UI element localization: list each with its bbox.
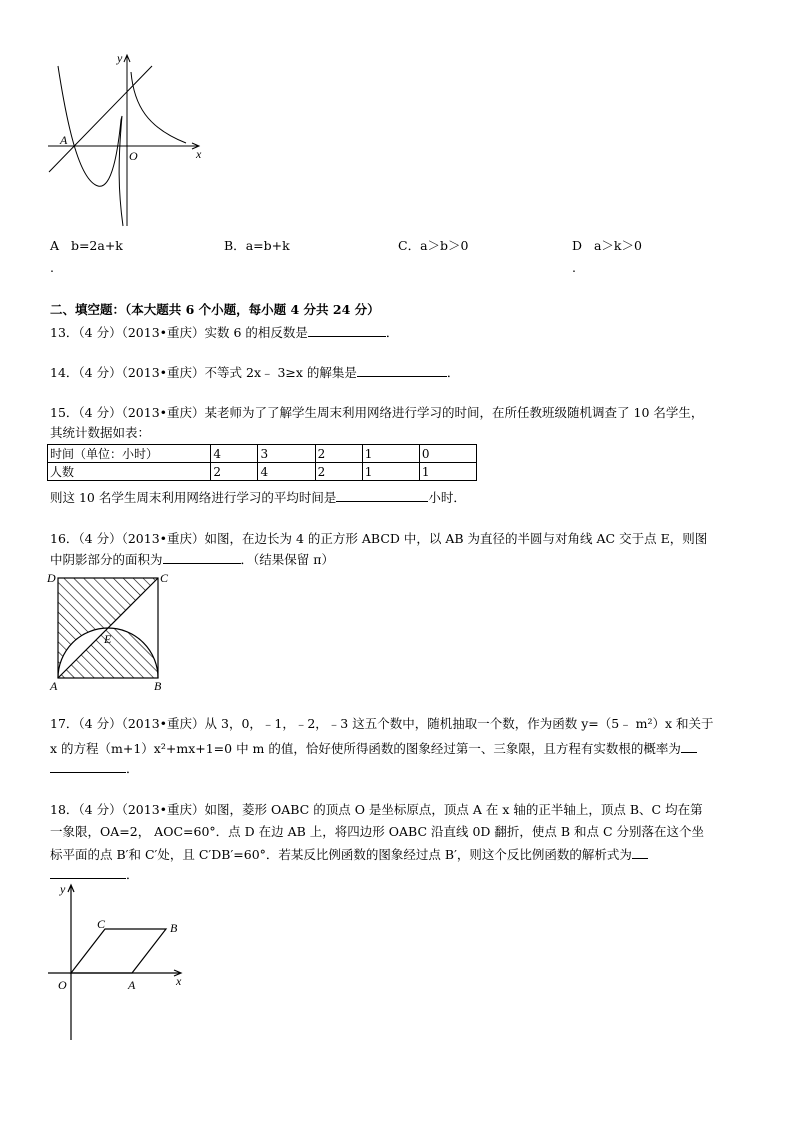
option-letter: A [50,238,60,253]
table-cell: 2 [315,445,362,463]
question-text: 则这 10 名学生周末利用网络进行学习的平均时间是 [50,490,337,505]
answer-blank[interactable] [163,551,241,564]
option-c[interactable] [398,238,469,254]
point-b-label: B [154,679,162,692]
rhombus-oabc [71,929,166,973]
answer-blank[interactable] [336,489,428,502]
option-d[interactable] [572,238,642,254]
x-axis-label: x [176,974,182,988]
question-end: ． [385,325,399,340]
option-letter: C． [398,238,421,253]
point-a-label: A [50,679,58,692]
option-letter: D [572,238,583,253]
option-text: b=2a+k [70,238,123,253]
question-text: 13．（4 分）（2013•重庆）实数 6 的相反数是 [50,325,308,340]
option-text: a＞b＞0 [420,238,469,253]
table-cell: 2 [315,463,362,481]
function-graph-figure [40,50,220,232]
y-axis-label: y [117,51,123,65]
table-cell: 1 [419,463,476,481]
option-a-dot: . [50,260,54,275]
question-text: 中阴影部分的面积为 [50,552,163,567]
question-14 [50,364,459,381]
question-end: ． [126,761,139,776]
option-b[interactable] [224,238,290,254]
question-text: 标平面的点 B′和 C′处，且 C′DB′=60°．若某反比例函数的图象经过点 B′，则这个反比例函数的解析式为 [50,847,632,862]
answer-blank[interactable] [50,866,126,879]
question-end: ． [126,867,139,882]
section-title: 二、填空题：（本大题共 6 个小题，每小题 4 分共 24 分） [50,302,380,317]
question-17-line2 [50,740,697,757]
point-e-label: E [104,632,112,646]
statistics-table [47,444,477,481]
question-text: x 的方程（m+1）x²+mx+1=0 中 m 的值，恰好使所得函数的图象经过第一、三象限，且方程有实数根的概率为 [50,741,681,756]
point-c-label: C [97,917,106,931]
table-cell: 1 [362,463,419,481]
option-d-dot: . [572,260,576,275]
point-b-label: B [170,921,178,935]
point-a-label: A [128,978,136,992]
rhombus-figure [44,880,194,1045]
table-cell: 人数 [48,463,211,481]
question-17-line3 [50,760,139,777]
table-cell: 3 [258,445,315,463]
question-text: ．（结果保留 π） [240,552,334,567]
table-row [48,463,477,481]
hyperbola-branch [131,72,186,143]
answer-blank[interactable] [357,364,447,377]
question-text: 14．（4 分）（2013•重庆）不等式 2x﹣ 3≥x 的解集是 [50,365,357,380]
answer-blank[interactable] [50,760,126,773]
question-15-line1: 15．（4 分）（2013•重庆）某老师为了了解学生周末利用网络进行学习的时间，在所任教班级随机调查了 10 名学生， [50,405,704,420]
table-cell: 4 [211,445,258,463]
question-16-line2 [50,551,334,568]
question-18-line1: 18．（4 分）（2013•重庆）如图，菱形 OABC 的顶点 O 是坐标原点，顶点 A 在 x 轴的正半轴上，顶点 B、C 均在第 [50,802,703,817]
option-letter: B． [224,238,246,253]
table-cell: 2 [211,463,258,481]
table-cell: 0 [419,445,476,463]
table-cell: 4 [258,463,315,481]
question-15-line2: 其统计数据如表： [50,425,151,440]
origin-label: O [58,978,67,992]
question-15-after [50,489,466,506]
table-cell: 1 [362,445,419,463]
question-16-line1: 16．（4 分）（2013•重庆）如图，在边长为 4 的正方形 ABCD 中，以 AB 为直径的半圆与对角线 AC 交于点 E，则图 [50,531,708,546]
table-row [48,445,477,463]
question-18-line3 [50,846,648,863]
question-17-line1: 17．（4 分）（2013•重庆）从 3，0，﹣1，﹣2，﹣3 这五个数中，随机抽取一个数，作为函数 y=（5﹣ m²）x 和关于 [50,716,714,731]
x-axis-label: x [196,147,202,161]
table-cell: 时间（单位：小时） [48,445,211,463]
question-18-line2: 一象限，OA=2， AOC=60°．点 D 在边 AB 上，将四边形 OABC 沿直线 0D 翻折，使点 B 和点 C 分别落在这个坐 [50,824,705,839]
square-semicircle-figure [44,568,174,692]
unit-text: 小时． [428,490,466,505]
option-a[interactable] [50,238,123,254]
question-13 [50,324,398,341]
point-c-label: C [160,571,169,585]
answer-blank[interactable] [308,324,386,337]
answer-blank-start[interactable] [632,846,648,859]
answer-blank-start[interactable] [681,740,697,753]
question-end: ． [446,365,460,380]
y-axis-label: y [60,882,66,896]
point-a-label: A [60,133,68,147]
origin-label: O [129,149,138,163]
point-d-label: D [47,571,56,585]
option-text: a＞k＞0 [593,238,642,253]
option-text: a=b+k [245,238,290,253]
